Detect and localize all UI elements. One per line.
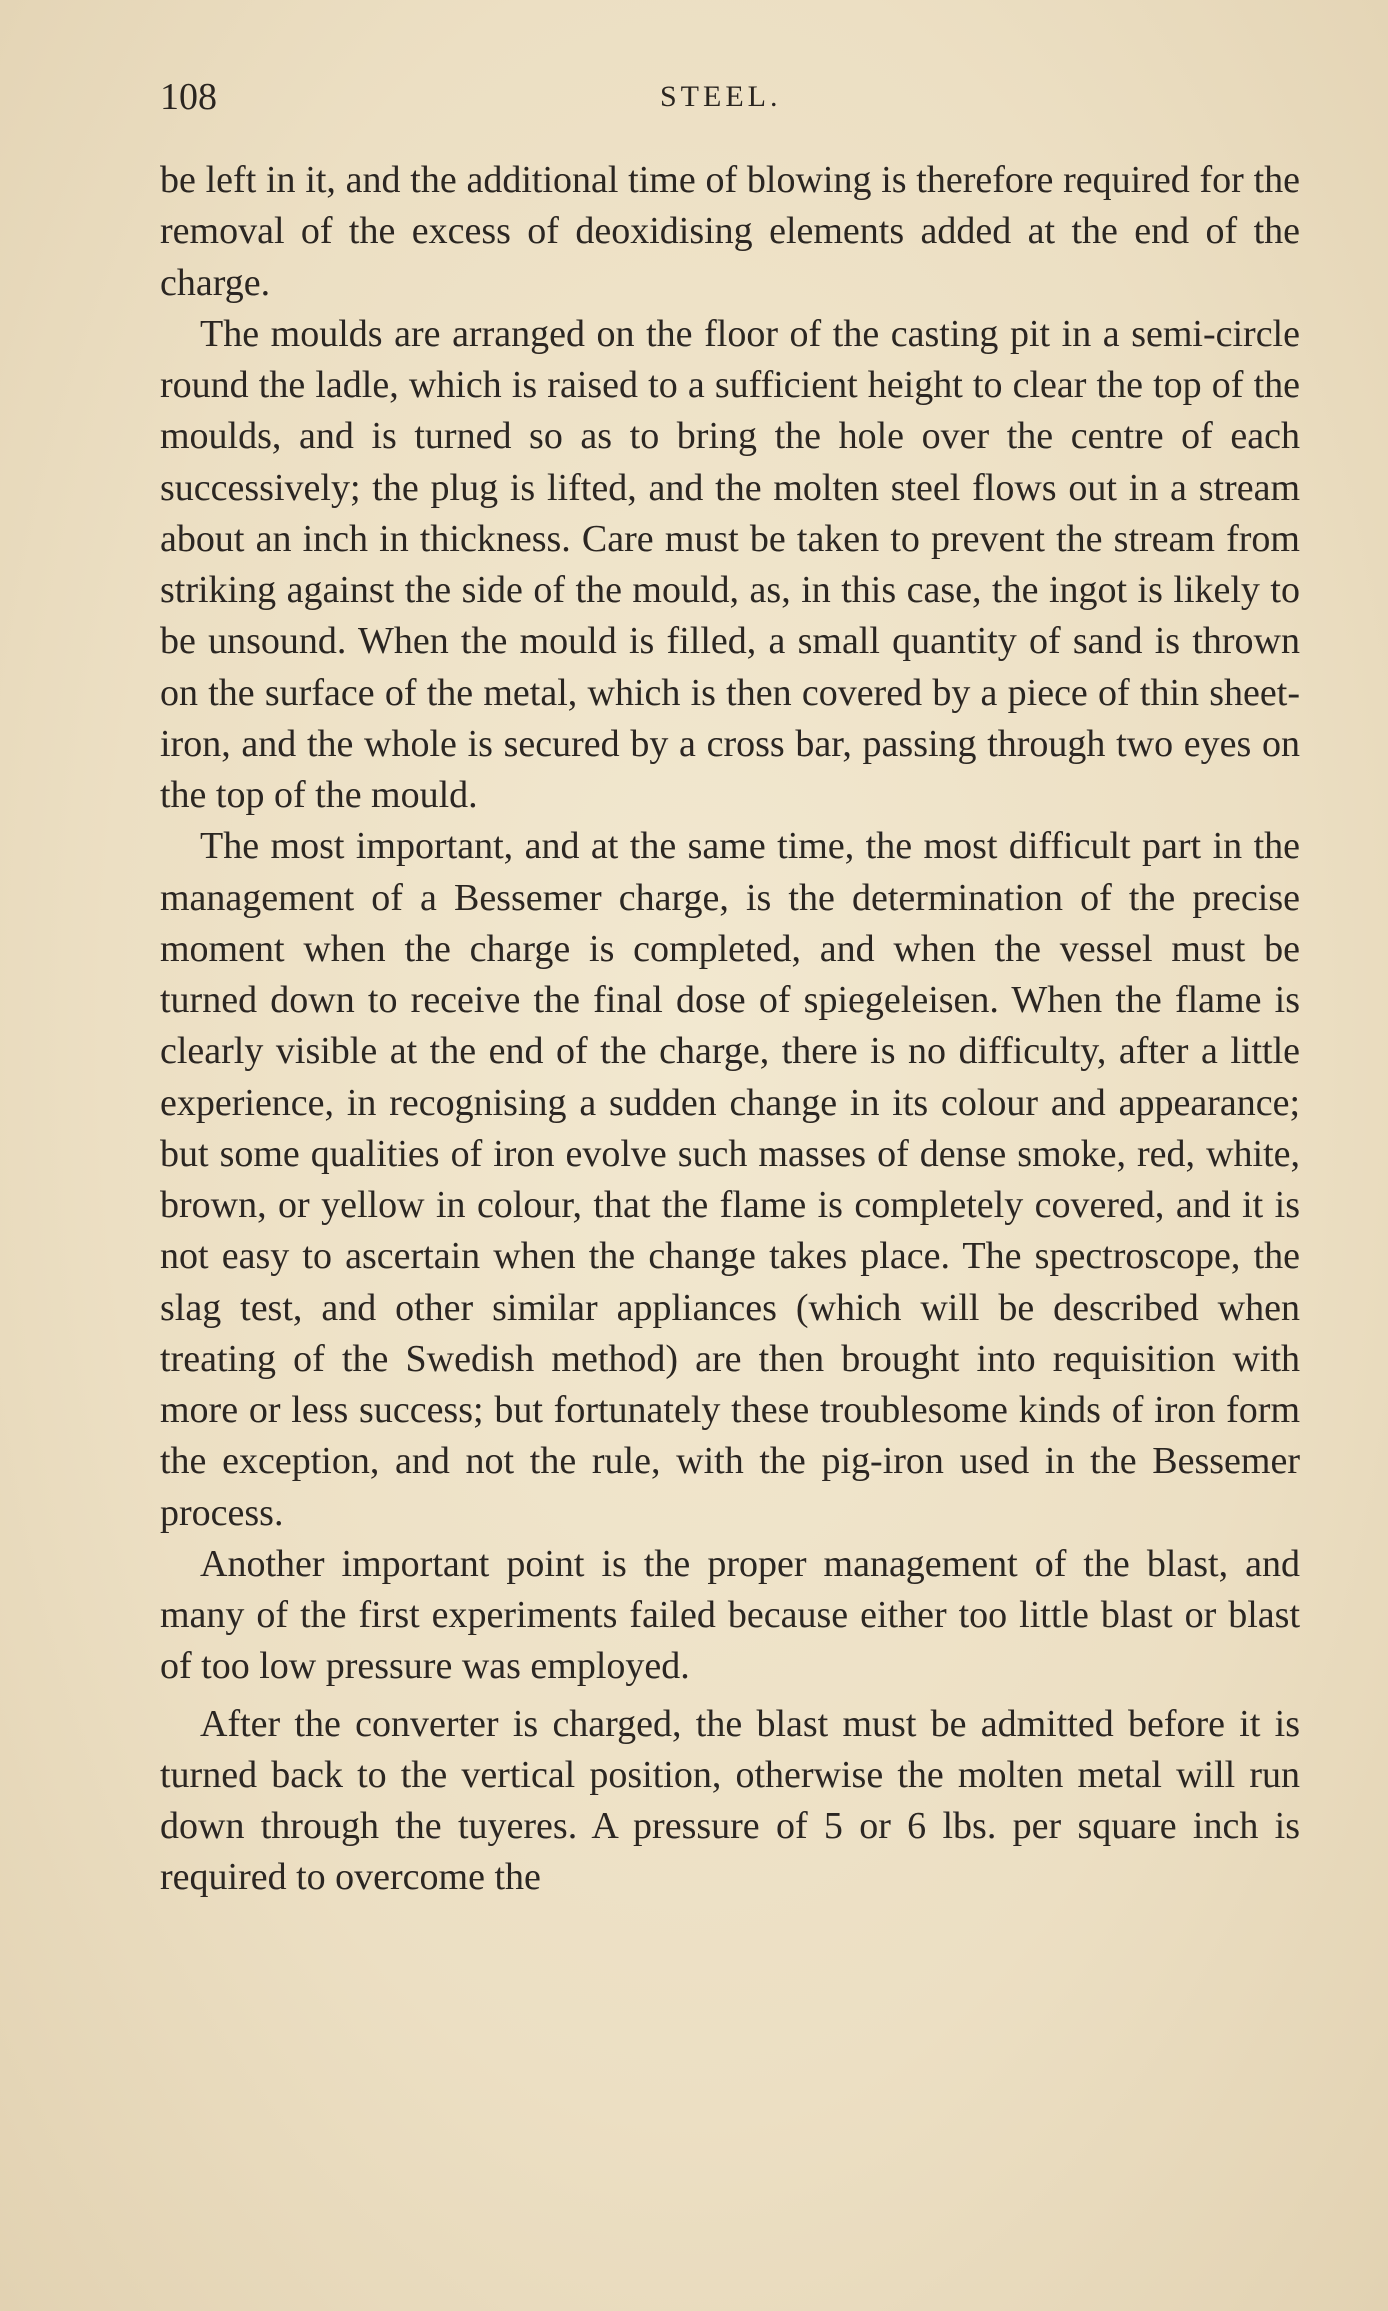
body-text bbox=[160, 155, 1300, 1904]
paragraph-blast-pressure: After the converter is charged, the blast must be admitted before it is turned back to the vertical position, otherwise the molten metal will run down through the tuyeres. A pressure of 5 or 6 lbs. per square inch is required to overcome the bbox=[160, 1702, 1300, 1899]
paragraph-continuation: be left in it, and the additional time of blowing is therefore required for the removal of the excess of deoxidising elements added at the end of the charge. bbox=[160, 159, 1300, 304]
paragraph-moulds: The moulds are arranged on the floor of the casting pit in a semi-circle round the ladle, which is raised to a sufficient height to clear the top of the moulds, and is turned so as to bring the hole over the centre of each successively; the plug is lifted, and the molten steel flows out in a stream about an inch in thickness. Care must be taken to prevent the stream from striking against the side of the mould, as, in this case, the ingot is likely to be unsound. When the mould is filled, a small quantity of sand is thrown on the surface of the metal, which is then covered by a piece of thin sheet-iron, and the whole is secured by a cross bar, passing through two eyes on the top of the mould. bbox=[160, 312, 1300, 816]
page-number: 108 bbox=[160, 76, 217, 118]
paragraph-charge-timing: The most important, and at the same time, the most difficult part in the management of a Bessemer charge, is the determination of the precise moment when the charge is completed, and when the vessel must be turned down to receive the final dose of spiegeleisen. When the flame is clearly visible at the end of the charge, there is no difficulty, after a little experience, in recognising a sudden change in its colour and appearance; but some qualities of iron evolve such masses of dense smoke, red, white, brown, or yellow in colour, that the flame is completely covered, and it is not easy to ascertain when the change takes place. The spectroscope, the slag test, and other similar appliances (which will be described when treating of the Swedish method) are then brought into requisition with more or less success; but fortunately these troublesome kinds of iron form the exception, and not the rule, with the pig-iron used in the Bessemer process. bbox=[160, 825, 1300, 1534]
paragraph-blast-management: Another important point is the proper management of the blast, and many of the first experiments failed because either too little blast or blast of too low pressure was employed. bbox=[160, 1542, 1300, 1688]
running-head bbox=[160, 72, 1300, 122]
running-title: STEEL. bbox=[660, 80, 782, 113]
